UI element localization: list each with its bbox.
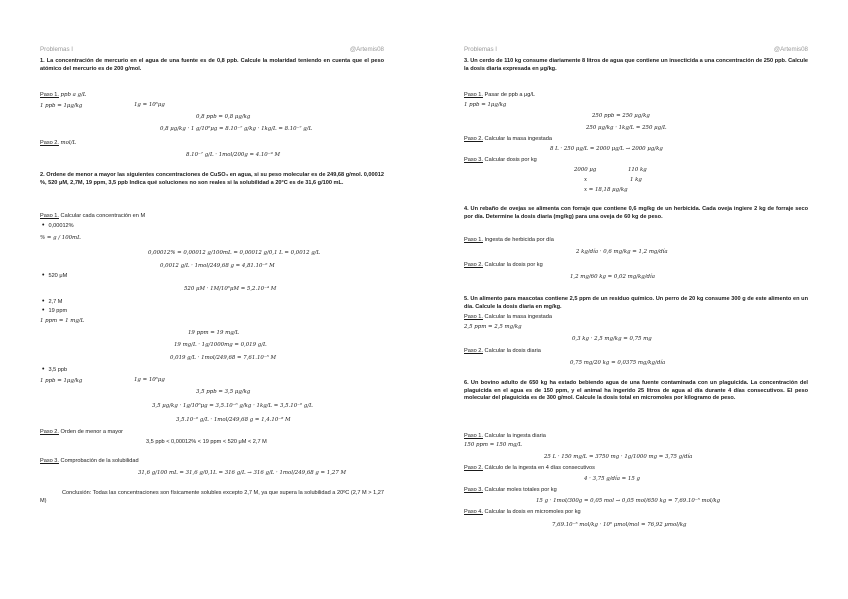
p6-eq-3: 15 g · 1mol/300g = 0,05 mol → 0,05 mol/650 kg = 7,69.10⁻⁵ mol/kg — [536, 498, 721, 504]
p6-step-3: Paso 3. Calcular moles totales por kg — [464, 487, 557, 493]
right-header — [464, 46, 808, 56]
p2-step-2: Paso 2. Orden de menor a mayor — [40, 429, 124, 435]
p5-step-1: Paso 1. Calcular la masa ingestada — [464, 314, 553, 320]
ppb-definition: 1 ppb = 1μg/kg — [40, 378, 83, 384]
p3-eq-1: 1 ppb = 1μg/kg — [464, 102, 507, 108]
p2-eq-2: 0,0012 g/L · 1mol/249,68 g = 4,81.10⁻⁶ M — [160, 263, 275, 269]
p3-step-1: Paso 1. Pasar de ppb a μg/L — [464, 92, 536, 98]
p6-eq-2: 4 · 3,75 g/día = 15 g — [584, 476, 640, 482]
p2-step-1: Paso 1. Calcular cada concentración en M — [40, 213, 146, 219]
ppm-definition: 1 ppm = 1 mg/L — [40, 318, 85, 324]
p1-step-2: Paso 2. mol/L — [40, 140, 77, 146]
problem-6-statement: 6. Un bovino adulto de 650 kg ha estado bebiendo agua de una fuente contaminada con un plaguicida. La concentración del plaguicida en el agua es de 150 ppm, y el animal ha ingerido 25 litros de agua al día durante 4 días consecutivos. El peso molecular del plaguicida es de 300 g/mol. Calcule la dosis total en micromoles por kilogramo de peso. — [464, 380, 808, 402]
header-title: Problemas I — [40, 46, 74, 53]
p6-step-4: Paso 4. Calcular la dosis en micromoles por kg — [464, 509, 581, 515]
p1-eq-4: 8.10⁻⁷ g/L · 1mol/200g = 4.10⁻⁹ M — [186, 152, 280, 158]
p4-eq-2: 1,2 mg/60 kg = 0,02 mg/kg/día — [570, 274, 655, 280]
p3-eq-4: 8 L · 250 μg/L = 2000 μg/L → 2000 μg/kg — [550, 146, 663, 152]
p2-order: 3,5 ppb < 0,00012% < 19 ppm < 520 μM < 2,7 M — [146, 439, 267, 445]
p1-eq-3: 0,8 μg/kg · 1 g/10⁶μg = 8.10⁻⁷ g/kg · 1kg/L = 8.10⁻⁷ g/L — [160, 126, 313, 132]
p3-eq-6a: x — [584, 177, 588, 183]
p5-eq-1: 0,3 kg · 2,5 mg/kg = 0,75 mg — [572, 336, 652, 342]
p2-eq-1: 0,00012% = 0,00012 g/100mL = 0,00012 g/0,1 L = 0,0012 g/L — [148, 250, 321, 256]
p6-step-1: Paso 1. Calcular la ingesta diaria — [464, 433, 546, 439]
p2-eq-5: 19 mg/L · 1g/1000mg = 0,019 g/L — [174, 342, 267, 348]
p2-eq-10: 31,6 g/100 mL = 31,6 g/0,1L = 316 g/L → 316 g/L · 1mol/249,68 g = 1,27 M — [138, 470, 347, 476]
p6-eq-0: 150 ppm = 150 mg/L — [464, 442, 522, 448]
right-page — [424, 0, 848, 599]
p6-step-2: Paso 2. Cálculo de la ingesta en 4 días consecutivos — [464, 465, 595, 471]
p2-eq-7: 3,5 ppb = 3,5 μg/kg — [196, 389, 251, 395]
p6-eq-4: 7,69.10⁻⁵ mol/kg · 10⁶ μmol/mol = 76,92 μmol/kg — [552, 522, 687, 528]
conclusion: Conclusión: Todas las concentraciones son físicamente solubles excepto 2,7 M, ya que supera la solubilidad a 20ºC (2,7 M > 1,27 M) — [40, 490, 384, 504]
percent-definition: % = g / 100mL — [40, 235, 81, 241]
left-header — [40, 46, 384, 56]
bullet-2-7-m: • 2,7 M — [42, 298, 62, 305]
p5-step-2: Paso 2. Calcular la dosis diaria — [464, 348, 541, 354]
p1-step-1: Paso 1. ppb a g/L — [40, 92, 87, 98]
p5-eq-0: 2,5 ppm = 2,5 mg/kg — [464, 324, 522, 330]
p3-eq-6b: 1 kg — [630, 177, 642, 183]
p3-step-2: Paso 2. Calcular la masa ingestada — [464, 136, 553, 142]
p2-eq-9: 3,5.10⁻⁶ g/L · 1mol/249,68 g = 1,4.10⁻⁸ M — [176, 417, 291, 423]
bullet-19-ppm: • 19 ppm — [42, 307, 67, 314]
header-author: @Artemis08 — [349, 46, 384, 53]
p3-eq-5b: 110 kg — [628, 167, 647, 173]
gram-definition: 1g = 10⁶μg — [134, 377, 165, 383]
problem-3-statement: 3. Un cerdo de 110 kg consume diariamente 8 litros de agua que contiene un insecticida a una concentración de 250 ppb. Calcule la dosis diaria expresada en μg/kg. — [464, 58, 808, 72]
p2-eq-8: 3,5 μg/kg · 1g/10⁶μg = 3,5.10⁻⁶ g/kg · 1kg/L = 3,5.10⁻⁶ g/L — [152, 403, 313, 409]
problem-2-statement: 2. Ordene de menor a mayor las siguientes concentraciones de CuSO₄ en agua, si su peso molecular es de 249,68 g/mol. 0,00012 %, 520 μM, 2,7M, 19 ppm, 3,5 ppb Indica qué soluciones no son reales si la solubilidad a 20°C es de 31,6 g/100 mL. — [40, 172, 384, 186]
bullet-0-00012-pct: • 0,00012% — [42, 222, 74, 229]
problem-5-statement: 5. Un alimento para mascotas contiene 2,5 ppm de un residuo químico. Un perro de 20 kg consume 300 g de este alimento en un día. Calcule la dosis diaria en mg/kg. — [464, 296, 808, 310]
problem-4-statement: 4. Un rebaño de ovejas se alimenta con forraje que contiene 0,6 mg/kg de un herbicida. Cada oveja ingiere 2 kg de forraje seco por día. Determine la dosis diaria (mg/kg) para una oveja de 60 kg de peso. — [464, 206, 808, 220]
p6-eq-1: 25 L · 150 mg/L = 3750 mg · 1g/1000 mg = 3,75 g/día — [544, 454, 693, 460]
problem-1-statement: 1. La concentración de mercurio en el agua de una fuente es de 0,8 ppb. Calcule la molaridad teniendo en cuenta que el peso atómico del mercurio es de 200 g/mol. — [40, 58, 384, 72]
p3-eq-5a: 2000 μg — [574, 167, 597, 173]
bullet-3-5-ppb: • 3,5 ppb — [42, 366, 67, 373]
p4-step-2: Paso 2. Calcular la dosis por kg — [464, 262, 543, 268]
bullet-520-um: • 520 μM — [42, 272, 67, 279]
p5-eq-2: 0,75 mg/20 kg = 0,0375 mg/kg/día — [570, 360, 666, 366]
header-title: Problemas I — [464, 46, 498, 53]
p1-eq-2: 0,8 ppb = 0,8 μg/kg — [196, 114, 251, 120]
p2-eq-4: 19 ppm = 19 mg/L — [188, 330, 240, 336]
header-author: @Artemis08 — [773, 46, 808, 53]
p3-step-3: Paso 3. Calcular dosis por kg — [464, 157, 537, 163]
p4-eq-1: 2 kg/día · 0,6 mg/kg = 1,2 mg/día — [576, 249, 668, 255]
p3-eq-2: 250 ppb = 250 μg/kg — [592, 113, 650, 119]
p1-eq-1b: 1g = 10⁶μg — [134, 102, 165, 108]
p2-step-3: Paso 3. Comprobación de la solubilidad — [40, 458, 139, 464]
p2-eq-3: 520 μM · 1M/10⁶μM = 5,2.10⁻⁴ M — [184, 286, 277, 292]
p4-step-1: Paso 1. Ingesta de herbicida por día — [464, 237, 554, 243]
p3-eq-7: x = 18,18 μg/kg — [584, 187, 628, 193]
p2-eq-6: 0,019 g/L · 1mol/249,68 = 7,61.10⁻⁵ M — [170, 355, 277, 361]
p3-eq-3: 250 μg/kg · 1kg/L = 250 μg/L — [586, 125, 667, 131]
p1-eq-1a: 1 ppb = 1μg/kg — [40, 103, 83, 109]
